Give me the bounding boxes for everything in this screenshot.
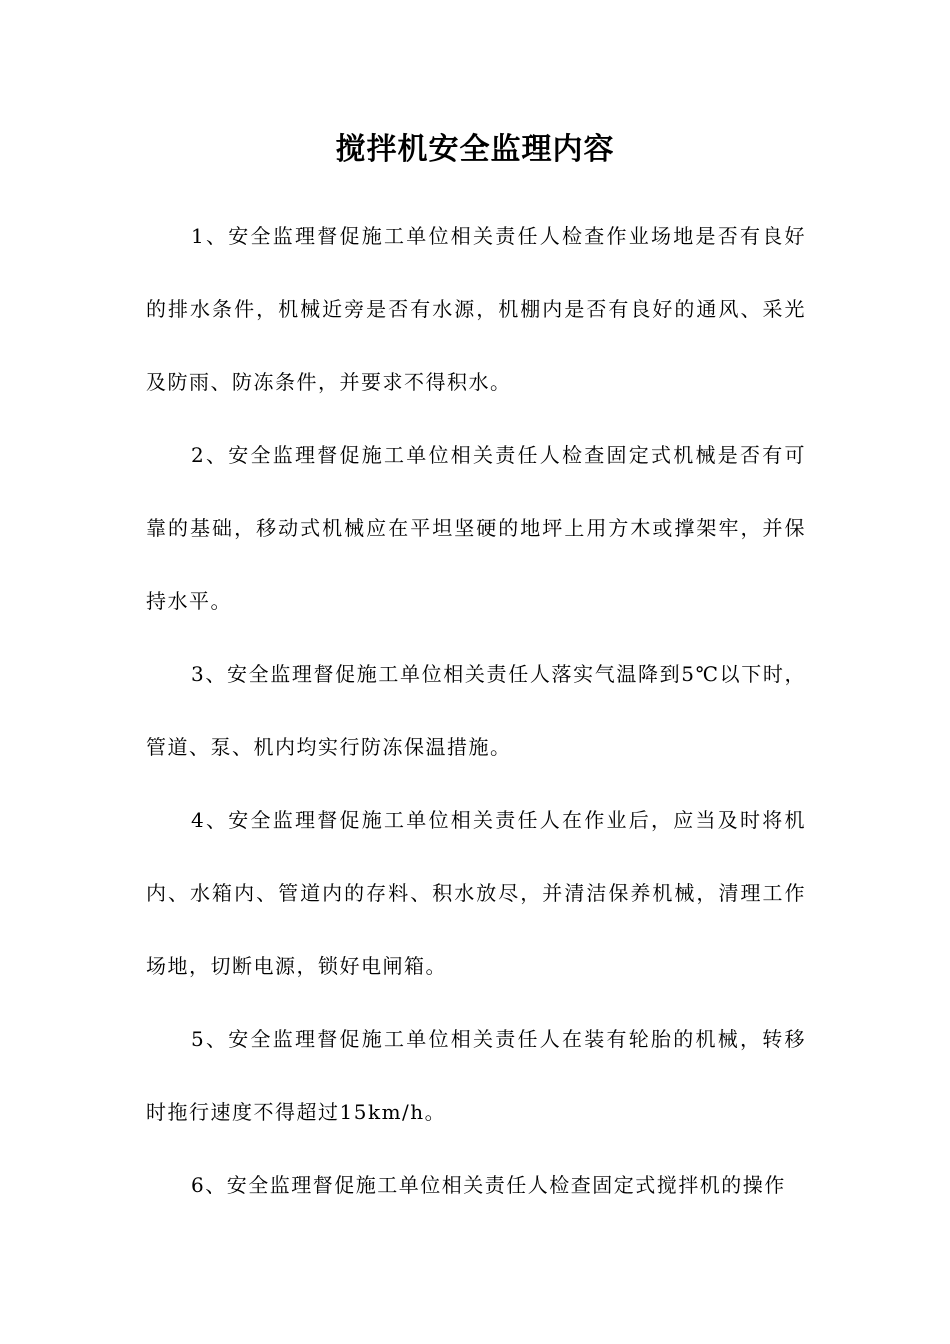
paragraph-3: 3、安全监理督促施工单位相关责任人落实气温降到5℃以下时，管道、泵、机内均实行防冻保温措施。 <box>146 662 806 759</box>
document-body <box>146 200 806 1222</box>
paragraph-4: 4、安全监理督促施工单位相关责任人在作业后，应当及时将机内、水箱内、管道内的存料、积水放尽，并清洁保养机械，清理工作场地，切断电源，锁好电闸箱。 <box>146 808 806 978</box>
paragraph-6: 6、安全监理督促施工单位相关责任人检查固定式搅拌机的操作 <box>191 1173 786 1197</box>
paragraph-1: 1、安全监理督促施工单位相关责任人检查作业场地是否有良好的排水条件，机械近旁是否有水源，机棚内是否有良好的通风、采光及防雨、防冻条件，并要求不得积水。 <box>146 224 806 394</box>
paragraph-5: 5、安全监理督促施工单位相关责任人在装有轮胎的机械，转移时拖行速度不得超过15km/h。 <box>146 1027 806 1124</box>
paragraph-2: 2、安全监理督促施工单位相关责任人检查固定式机械是否有可靠的基础，移动式机械应在平坦坚硬的地坪上用方木或撑架牢，并保持水平。 <box>146 443 806 613</box>
document-title: 搅拌机安全监理内容 <box>335 132 615 167</box>
